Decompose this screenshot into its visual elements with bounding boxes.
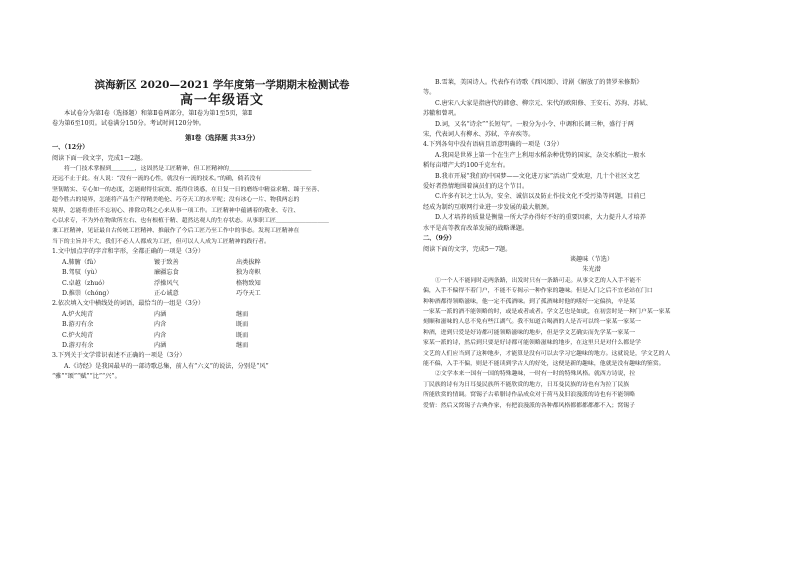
option-text: 出类拔粹 (236, 258, 261, 266)
q4-option-c-cont: 经成为制约互联网行业进一步发展的最大瓶颈。 (423, 203, 553, 211)
option-text: 继而 (236, 310, 249, 318)
option-text: 独为奇帜 (236, 269, 261, 277)
q3-option-c: C.唐宋八大家是指唐代的韩愈、柳宗元、宋代的欧阳修、王安石、苏洵、苏轼、 (435, 99, 652, 107)
option-text: B.驾驭（yù） (62, 269, 101, 277)
q3-option-a-cont: “雅”“颂”“赋”“比”“兴”。 (52, 373, 121, 381)
option-text: 正心诚意 (154, 289, 179, 297)
option-text: 廉疆忘食 (154, 269, 179, 277)
q2-option-a (52, 310, 392, 320)
left-column (52, 78, 392, 383)
option-text: C.炉火纯青 (62, 331, 94, 339)
option-text: A.炉火纯青 (62, 310, 94, 318)
passage-line: 当下的主旨并不大，我们不必人人都成为工匠，但可以人人成为工匠精神的践行者。 (52, 238, 270, 245)
q2-option-b (52, 320, 392, 330)
q3-option-d-cont: 宋，代表词人有柳永、苏轼、辛弃疾等。 (423, 131, 535, 139)
passage-line: 将一门技术掌握到＿＿＿＿，这固然是工匠精神，但工匠精神的＿＿＿＿＿＿＿＿＿＿＿＿＿＿ (64, 166, 312, 173)
option-text: C.卓越（zhuó） (62, 279, 109, 287)
essay-line: 种种酒都得领略滋味，他一定不孤酒味。到了孤酒味时他的嗜好一定偏执，辛是某 (423, 298, 636, 305)
q1-option-a (52, 258, 392, 268)
q3-option-d: D.词，又名“诗余”“长短句”。一般分为小令、中调和长调三种，盛行于两 (435, 120, 634, 128)
q4-option-d: D.人才培养的质量是衡量一所大学办得好不好的重要因素，大力提升人才培养 (435, 214, 646, 222)
right-column (423, 78, 760, 411)
part1-header: 一、（12分） (52, 144, 89, 152)
q4-option-b-cont: 爱好者热情地围着演员们的这个节目。 (423, 183, 529, 191)
option-text: 浮操风气 (154, 279, 179, 287)
q3-option-b-cont: 等。 (423, 89, 436, 97)
essay-line: ②文学本来一国有一国的特殊趣味，一时有一时的特殊风格。就西方诗说，拉 (435, 371, 636, 378)
exam-subtitle: 高一年级语文 (179, 93, 264, 108)
q1-option-b (52, 268, 392, 278)
q4-option-a-cont: 稻每亩增产大约100千克左右。 (423, 162, 510, 170)
option-text: 既而 (236, 331, 249, 339)
option-text: 格物致知 (236, 279, 261, 287)
option-text: A.肺腑（fǔ） (62, 258, 100, 266)
option-text: 巧夺天工 (236, 289, 261, 297)
option-text: B.游刃有余 (62, 321, 94, 329)
essay-line: 刻顺和滋味的人总不免有些江湖气。我不知道合喝酒的人是否可以终一家某一家某一 (423, 319, 641, 326)
option-text: 内涵 (154, 310, 167, 318)
passage-line: 坚韧踏实、专心如一的态度，怎能耐得住寂寞、抵得住诱惑，在日复一日的磨练中精益求精、臻于至善、 (52, 186, 323, 193)
option-text: 既而 (236, 321, 249, 329)
q1-option-c (52, 279, 392, 289)
question-2: 2.依次填入文中横线处的词语，最恰当的一组是（3分） (52, 300, 205, 308)
option-text: 内涵 (154, 341, 167, 349)
option-text: D.游刃有余 (62, 341, 94, 349)
intro-line-1: 本试卷分为第Ⅰ卷（选择题）和第Ⅱ卷两部分，第Ⅰ卷为第1至5页，第Ⅱ (64, 110, 253, 117)
passage-line: 境界，怎能将重任不忘初心、排除功利之心来从事一项工作。工匠精神中蕴涵着的敬业、专注、 (52, 207, 300, 214)
passage-line: 心以求专，不为外在物欲所左右、也有根植于精、超然达观人的生存状态。从事职工匠＿＿＿＿＿＿＿＿＿ (52, 218, 329, 225)
intro-line-2: 卷为第6至10页。试卷满分150分。考试时间120分钟。 (52, 120, 205, 128)
question-4: 4.下列各句中没有语病且语意明确的一项是（3分） (423, 141, 563, 149)
essay-line: 一家某一派的酒不能领略的时，或是或者或者。学文艺也是如此，在初尝时是一种门户某一家某 (423, 308, 671, 315)
passage-line: 超今胜古的境界，怎能将产品生产得精美绝伦、巧夺天工的水平呢；没有冰心一片、物我两忘的 (52, 197, 300, 204)
option-text: D.推崇（chóng） (62, 289, 113, 297)
option-text: 镀于致善 (154, 258, 179, 266)
essay-author: 朱光潜 (582, 266, 601, 274)
question-1: 1.文中加点字的字音和字形，全都正确的一项是（3分） (52, 248, 205, 256)
option-text: 继而 (236, 341, 249, 349)
essay-line: 能不偏，入手不偏，则是不能读到学古人的好处，这便是新的趣味，他就是没有趣味的鉴赏。 (423, 360, 665, 367)
q3-option-b: B.雪莱，美国诗人。代表作有诗歌《西风颂》、诗剧《解放了的普罗米修斯》 (435, 79, 643, 86)
part2-desc: 阅读下面的文字，完成5～7题。 (423, 245, 512, 253)
essay-line: 所能欣赏的情调。窝锡子古希腊诗作品成众对于荷马及旧浪漫派的诗也有不能领略 (423, 392, 636, 399)
q3-option-a: A.《诗经》是我国最早的一部诗歌总集，前人有“六义”的说法，分别是“风” (64, 362, 269, 370)
q4-option-a: A.我国是世界上第一个在生产上利用水稻杂种优势的国家，杂交水稻比一般水 (435, 151, 646, 159)
q4-option-b: B.我市开展“我们的中国梦——文化进万家”活动广受欢迎，几十个社区文艺 (435, 172, 640, 180)
essay-line: 丁民族的诗有为日耳曼民族所不能欣赏的地方，日耳曼民族的诗也有为拉丁民族 (423, 381, 630, 388)
q2-option-c (52, 331, 392, 341)
essay-line: 爱情：然后又窝锡子古典作家，有把浪漫派的各种都风格都都都都都不入；窝锡子 (423, 402, 636, 409)
part1-desc: 阅读下面一段文字，完成1～2题。 (52, 154, 147, 162)
essay-title: 谈趣味（节选） (569, 255, 614, 263)
section-title: 第Ⅰ卷（选择题 共33分） (185, 133, 259, 142)
q4-option-c: C.许多有识之士认为，安全、诚信以及防止作技文化不受污染等问题，目前已 (435, 193, 646, 201)
q2-option-d (52, 341, 392, 351)
option-text: 内含 (154, 331, 167, 339)
question-3: 3.下列关于文学常识表述不正确的一项是（3分） (52, 352, 186, 360)
essay-line: 偏，入手不偏得不着门户，不能不专揭示一种作家的趣味。但是入门之后不宜老站在门口 (423, 288, 653, 295)
essay-line: ①一个人不能同时走两条路，出发时只有一条路可走。从事文艺的人入手不能不 (435, 277, 642, 284)
essay-body (423, 276, 760, 411)
essay-line: 家某一派的诗，然后到只要是好诗都可能领略滋味的地步，在这里只是对什么都是学 (423, 340, 641, 347)
passage-line: 兼工匠精神，见证最自古传统工匠精神、推敲作了今后工匠乃至工作中的事态。发现工匠精神在 (52, 228, 300, 235)
part2-header: 二、（9分） (423, 235, 456, 243)
passage (52, 164, 392, 247)
essay-line: 种酒，进到只爱是好诗都可能领略滋味的地步，但是学文艺确实而先学某一家某一 (423, 329, 636, 336)
q4-option-d-cont: 水平是高等教育改革发展的战略课题。 (423, 224, 529, 232)
passage-line: 还远不止于此。有人说：“没有一流的心性，就没有一流的技术。”的确，倘若没有 (52, 176, 262, 183)
option-text: 内含 (154, 321, 167, 329)
exam-title: 滨海新区 2020—2021 学年度第一学期期末检测试卷 (94, 79, 350, 91)
essay-line: 文艺的人们应当到了这种地步，才能算是没有可以去学习它趣味的地方。这就说是，学文艺的人 (423, 350, 671, 357)
q1-option-d (52, 289, 392, 299)
q3-option-c-cont: 苏辙和曾巩。 (423, 110, 461, 118)
